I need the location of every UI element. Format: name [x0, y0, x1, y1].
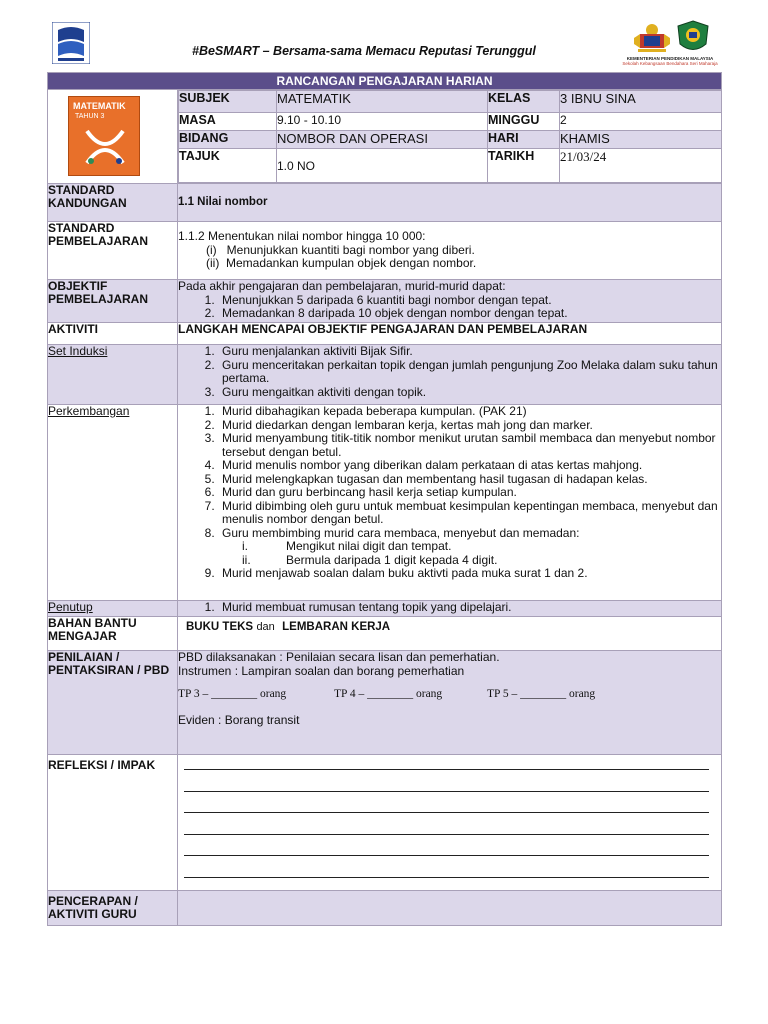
penutup-label: Penutup	[48, 601, 178, 617]
sub-item-text: Bermula daripada 1 digit kepada 4 digit.	[286, 552, 498, 567]
info-grid-cell	[178, 90, 722, 184]
subjek-label: SUBJEK	[179, 91, 277, 113]
pencerapan-label: PENCERAPAN / AKTIVITI GURU	[48, 891, 178, 926]
refleksi-label: REFLEKSI / IMPAK	[48, 755, 178, 891]
school-name: Sekolah Kebangsaan Bendahara Seri Maharaja	[622, 61, 718, 66]
aktiviti-value: LANGKAH MENCAPAI OBJEKTIF PENGAJARAN DAN PEMBELAJARAN	[178, 323, 722, 345]
ministry-name: KEMENTERIAN PENDIDIKAN MALAYSIA	[626, 56, 714, 61]
motto-tag: #BeSMART	[192, 44, 260, 58]
perkembangan-item: 8. Guru membimbing murid cara membaca, menyebut dan memadan:	[218, 527, 721, 541]
ruled-line	[184, 856, 709, 878]
penilaian-cell	[178, 651, 722, 755]
pencerapan-value[interactable]	[178, 891, 722, 926]
sub-item-text: Mengikut nilai digit dan tempat.	[286, 539, 452, 553]
bahan-value-1: BUKU TEKS	[186, 621, 254, 633]
school-logo-icon	[52, 22, 90, 64]
hari-label: HARI	[488, 131, 560, 149]
perkembangan-item: 9. Murid menjawab soalan dalam buku aktivti pada muka surat 1 dan 2.	[218, 567, 721, 581]
sub-item-number: i.	[242, 539, 248, 553]
page-title: RANCANGAN PENGAJARAN HARIAN	[48, 73, 722, 90]
set-induksi-cell	[178, 345, 722, 405]
kelas-value: 3 IBNU SINA	[560, 91, 722, 113]
ruled-line	[184, 813, 709, 835]
ruled-line	[184, 770, 709, 792]
ministry-crest-icon	[632, 20, 672, 54]
set-induksi-item: 1. Guru menjalankan aktiviti Bijak Sifir.	[218, 345, 721, 359]
bahan-joiner: dan	[256, 621, 275, 633]
standard-pembelajaran-item: (i) Menunjukkan kuantiti bagi nombor yang diberi.	[206, 242, 475, 257]
penilaian-line: PBD dilaksanakan : Penilaian secara lisan dan pemerhatian.	[178, 650, 500, 664]
minggu-label: MINGGU	[488, 113, 560, 131]
tp4-field: TP 4 – ________ orang	[334, 688, 443, 700]
perkembangan-item: 6. Murid dan guru berbincang hasil kerja setiap kumpulan.	[218, 486, 721, 500]
objektif-label: OBJEKTIF PEMBELAJARAN	[48, 280, 178, 323]
masa-value: 9.10 - 10.10	[277, 113, 488, 131]
perkembangan-cell	[178, 405, 722, 601]
book-cover-image	[68, 96, 140, 176]
perkembangan-sublist	[178, 540, 721, 567]
bahan-value-2: LEMBARAN KERJA	[282, 621, 391, 633]
kelas-label: KELAS	[488, 91, 560, 113]
info-grid	[178, 90, 722, 183]
lesson-plan-table	[47, 72, 722, 926]
tarikh-label: TARIKH	[488, 149, 560, 183]
masa-label: MASA	[179, 113, 277, 131]
penilaian-label: PENILAIAN / PENTAKSIRAN / PBD	[48, 651, 178, 755]
standard-pembelajaran-main: 1.1.2 Menentukan nilai nombor hingga 10 000:	[178, 229, 426, 243]
book-cover-cell	[48, 90, 178, 184]
book-cover-art-icon	[83, 127, 127, 167]
bidang-value: NOMBOR DAN OPERASI	[277, 131, 488, 149]
standard-pembelajaran-cell	[178, 222, 722, 280]
standard-pembelajaran-label: STANDARD PEMBELAJARAN	[48, 222, 178, 280]
refleksi-lines[interactable]	[178, 755, 722, 891]
objektif-intro: Pada akhir pengajaran dan pembelajaran, murid-murid dapat:	[178, 279, 506, 293]
objektif-item: 1. Menunjukkan 5 daripada 6 kuantiti bagi nombor dengan tepat.	[218, 294, 721, 308]
tajuk-value: 1.0 NO	[277, 149, 488, 183]
bahan-label: BAHAN BANTU MENGAJAR	[48, 617, 178, 651]
ruled-line	[184, 792, 709, 814]
set-induksi-label: Set Induksi	[48, 345, 178, 405]
perkembangan-item: 1. Murid dibahagikan kepada beberapa kumpulan. (PAK 21)	[218, 405, 721, 419]
book-cover-subtitle: TAHUN 3	[75, 113, 105, 120]
subjek-value: MATEMATIK	[277, 91, 488, 113]
penilaian-line: Instrumen : Lampiran soalan dan borang pemerhatian	[178, 663, 465, 678]
perkembangan-label: Perkembangan	[48, 405, 178, 601]
minggu-value: 2	[560, 113, 722, 131]
standard-pembelajaran-item: (ii) Memadankan kumpulan objek dengan nombor.	[206, 256, 477, 270]
perkembangan-item: 7. Murid dibimbing oleh guru untuk membuat kesimpulan kepentingan membaca, menyebut dan menulis nombor dengan betul.	[218, 500, 721, 527]
penutup-item: 1. Murid membuat rumusan tentang topik yang dipelajari.	[218, 601, 721, 615]
hari-value: KHAMIS	[560, 131, 722, 149]
perkembangan-item: 3. Murid menyambung titik-titik nombor menikut urutan sambil membaca dan menyebut nombor tersebut dengan betul.	[218, 432, 721, 459]
bahan-cell	[178, 617, 722, 651]
aktiviti-label: AKTIVITI	[48, 323, 178, 345]
objektif-item: 2. Memadankan 8 daripada 10 objek dengan nombor dengan tepat.	[218, 307, 721, 321]
objektif-cell	[178, 280, 722, 323]
bidang-label: BIDANG	[179, 131, 277, 149]
ruled-line	[184, 835, 709, 857]
ministry-caption	[620, 56, 720, 66]
book-cover-title: MATEMATIK	[73, 101, 126, 111]
standard-kandungan-value: 1.1 Nilai nombor	[178, 184, 722, 222]
set-induksi-item: 2. Guru menceritakan perkaitan topik dengan jumlah pengunjung Zoo Melaka dalam suku tahun pertama.	[218, 359, 721, 386]
tp3-field: TP 3 – ________ orang	[178, 688, 287, 700]
penutup-cell	[178, 601, 722, 617]
tp5-field: TP 5 – ________ orang	[487, 688, 596, 700]
penilaian-eviden: Eviden : Borang transit	[178, 712, 300, 727]
motto	[192, 44, 536, 58]
perkembangan-item: 4. Murid menulis nombor yang diberikan dalam perkataan di atas kertas mahjong.	[218, 459, 721, 473]
motto-text: – Bersama-sama Memacu Reputasi Terunggul	[259, 44, 536, 58]
tarikh-value: 21/03/24	[560, 149, 722, 183]
sub-item-number: ii.	[242, 552, 251, 567]
set-induksi-item: 3. Guru mengaitkan aktiviti dengan topik.	[218, 386, 721, 400]
perkembangan-item: 2. Murid diedarkan dengan lembaran kerja, kertas mah jong dan marker.	[218, 419, 721, 433]
perkembangan-item: 5. Murid melengkapkan tugasan dan membentang hasil tugasan di hadapan kelas.	[218, 473, 721, 487]
school-crest-icon	[676, 20, 710, 56]
ruled-line	[184, 755, 709, 770]
tajuk-label: TAJUK	[179, 149, 277, 183]
standard-kandungan-label: STANDARD KANDUNGAN	[48, 184, 178, 222]
